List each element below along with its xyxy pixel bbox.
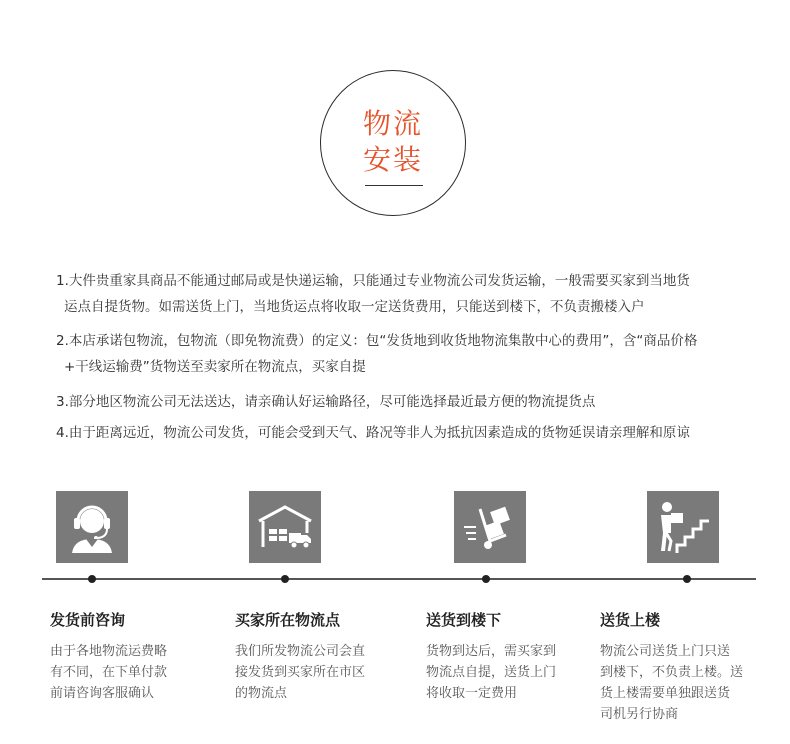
step-2-desc (235, 641, 395, 704)
step-1-desc-line: 有不同，在下单付款 (50, 665, 168, 680)
step-2-title: 买家所在物流点 (235, 611, 341, 629)
step-2-desc-line: 的物流点 (235, 686, 288, 701)
step-1-desc-line: 由于各地物流运费略 (50, 644, 168, 659)
step-2-desc-line: 接发货到买家所在市区 (235, 665, 366, 680)
note-4-line1: 4.由于距离远近，物流公司发货，可能会受到天气、路况等非人为抵抗因素造成的货物延误请亲理解和原谅 (56, 425, 690, 441)
step-3-title: 送货到楼下 (426, 611, 502, 629)
step-3-desc (426, 641, 586, 704)
step-4-desc-line: 到楼下，不负责上楼。送 (600, 665, 744, 680)
note-item-4 (56, 420, 690, 446)
carry-upstairs-icon (647, 491, 719, 563)
step-4-title: 送货上楼 (600, 611, 661, 629)
header-title-line1: 物流 (362, 107, 423, 140)
note-3-line1: 3.部分地区物流公司无法送达，请亲确认好运输路径，尽可能选择最近最方便的物流提货点 (56, 394, 596, 410)
header-title-line2: 安装 (362, 143, 423, 176)
timeline (42, 578, 756, 580)
step-3-desc-line: 物流点自提，送货上门 (426, 665, 557, 680)
warehouse-truck-icon (249, 491, 321, 563)
step-4-desc-line: 物流公司送货上门只送 (600, 644, 731, 659)
timeline-dot-4 (683, 575, 691, 583)
step-4-desc-line: 货上楼需要单独跟送货 (600, 686, 731, 701)
note-item-3 (56, 389, 595, 415)
note-2-line1: 2.本店承诺包物流，包物流（即免物流费）的定义：包“发货地到收货地物流集散中心的费用”，含“商品价格 (56, 333, 698, 349)
step-3-desc-line: 将收取一定费用 (426, 686, 518, 701)
note-2-line2: +干线运输费”货物送至卖家所在物流点，买家自提 (64, 359, 366, 375)
header-circle (320, 70, 466, 216)
step-4-desc-line: 司机另行协商 (600, 707, 679, 722)
header-underline (365, 185, 423, 186)
step-1-title: 发货前咨询 (50, 611, 126, 629)
customer-service-headset-icon (56, 491, 128, 563)
step-1-desc (50, 641, 210, 704)
note-1-line2: 运点自提货物。如需送货上门，当地货运点将收取一定送货费用，只能送到楼下，不负责搬楼入户 (64, 299, 645, 315)
timeline-dot-2 (281, 575, 289, 583)
step-4-desc (600, 641, 760, 725)
hand-truck-delivery-icon (454, 491, 526, 563)
timeline-dot-3 (482, 575, 490, 583)
step-2-desc-line: 我们所发物流公司会直 (235, 644, 366, 659)
note-item-2 (56, 328, 697, 380)
timeline-dot-1 (88, 575, 96, 583)
note-1-line1: 1.大件贵重家具商品不能通过邮局或是快递运输，只能通过专业物流公司发货运输，一般需要买家到当地货 (56, 273, 690, 289)
note-item-1 (56, 268, 690, 320)
step-3-desc-line: 货物到达后，需买家到 (426, 644, 557, 659)
step-1-desc-line: 前请咨询客服确认 (50, 686, 155, 701)
